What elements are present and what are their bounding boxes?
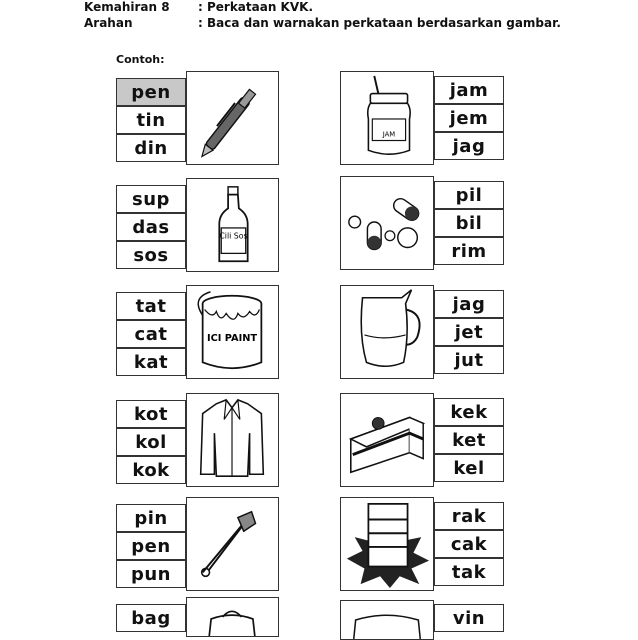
word-box-jem[interactable]: jem — [434, 104, 504, 132]
word-box-pen[interactable]: pen — [116, 78, 186, 106]
word-box-sos[interactable]: sos — [116, 241, 186, 269]
word-box-tak[interactable]: tak — [434, 558, 504, 586]
word-box-pil[interactable]: pil — [434, 181, 504, 209]
word-box-cak[interactable]: cak — [434, 530, 504, 558]
example-label: Contoh: — [116, 53, 165, 66]
word-box-kol[interactable]: kol — [116, 428, 186, 456]
chili-label-text: Cili Sos — [219, 231, 248, 241]
word-box-pun[interactable]: pun — [116, 560, 186, 588]
paint-can-image — [186, 285, 279, 379]
word-box-rim[interactable]: rim — [434, 237, 504, 265]
word-box-kot[interactable]: kot — [116, 400, 186, 428]
instruction-label: Arahan — [84, 16, 133, 30]
word-box-tin[interactable]: tin — [116, 106, 186, 134]
word-box-kel[interactable]: kel — [434, 454, 504, 482]
safety-pin-image — [186, 497, 279, 591]
pills-image — [340, 176, 434, 270]
word-box-jam[interactable]: jam — [434, 76, 504, 104]
word-box-vin[interactable]: vin — [434, 604, 504, 632]
word-box-jet[interactable]: jet — [434, 318, 504, 346]
paint-label-text: ICI PAINT — [206, 332, 258, 344]
word-box-din[interactable]: din — [116, 134, 186, 162]
word-box-kek[interactable]: kek — [434, 398, 504, 426]
word-box-rak[interactable]: rak — [434, 502, 504, 530]
word-box-ket[interactable]: ket — [434, 426, 504, 454]
word-box-jag[interactable]: jag — [434, 132, 504, 160]
jacket-image — [186, 393, 279, 487]
word-box-tat[interactable]: tat — [116, 292, 186, 320]
sauce-bottle-image — [186, 178, 279, 272]
word-box-bil[interactable]: bil — [434, 209, 504, 237]
pen-image — [186, 71, 279, 165]
skill-value: : Perkataan KVK. — [198, 0, 314, 14]
van-image — [340, 600, 434, 640]
word-box-jut[interactable]: jut — [434, 346, 504, 374]
jam-label-text: JAM — [382, 130, 396, 139]
instruction-value: : Baca dan warnakan perkataan berdasarkan gambar. — [198, 16, 561, 30]
jug-image — [340, 285, 434, 379]
cake-image — [340, 393, 434, 487]
word-box-bag[interactable]: bag — [116, 604, 186, 632]
rack-image — [340, 497, 434, 591]
word-box-das[interactable]: das — [116, 213, 186, 241]
word-box-jag-2[interactable]: jag — [434, 290, 504, 318]
word-box-cat[interactable]: cat — [116, 320, 186, 348]
word-box-pen-2[interactable]: pen — [116, 532, 186, 560]
word-box-sup[interactable]: sup — [116, 185, 186, 213]
skill-label: Kemahiran 8 — [84, 0, 170, 14]
word-box-pin[interactable]: pin — [116, 504, 186, 532]
bag-image — [186, 597, 279, 637]
jam-jar-image — [340, 71, 434, 165]
word-box-kok[interactable]: kok — [116, 456, 186, 484]
word-box-kat[interactable]: kat — [116, 348, 186, 376]
